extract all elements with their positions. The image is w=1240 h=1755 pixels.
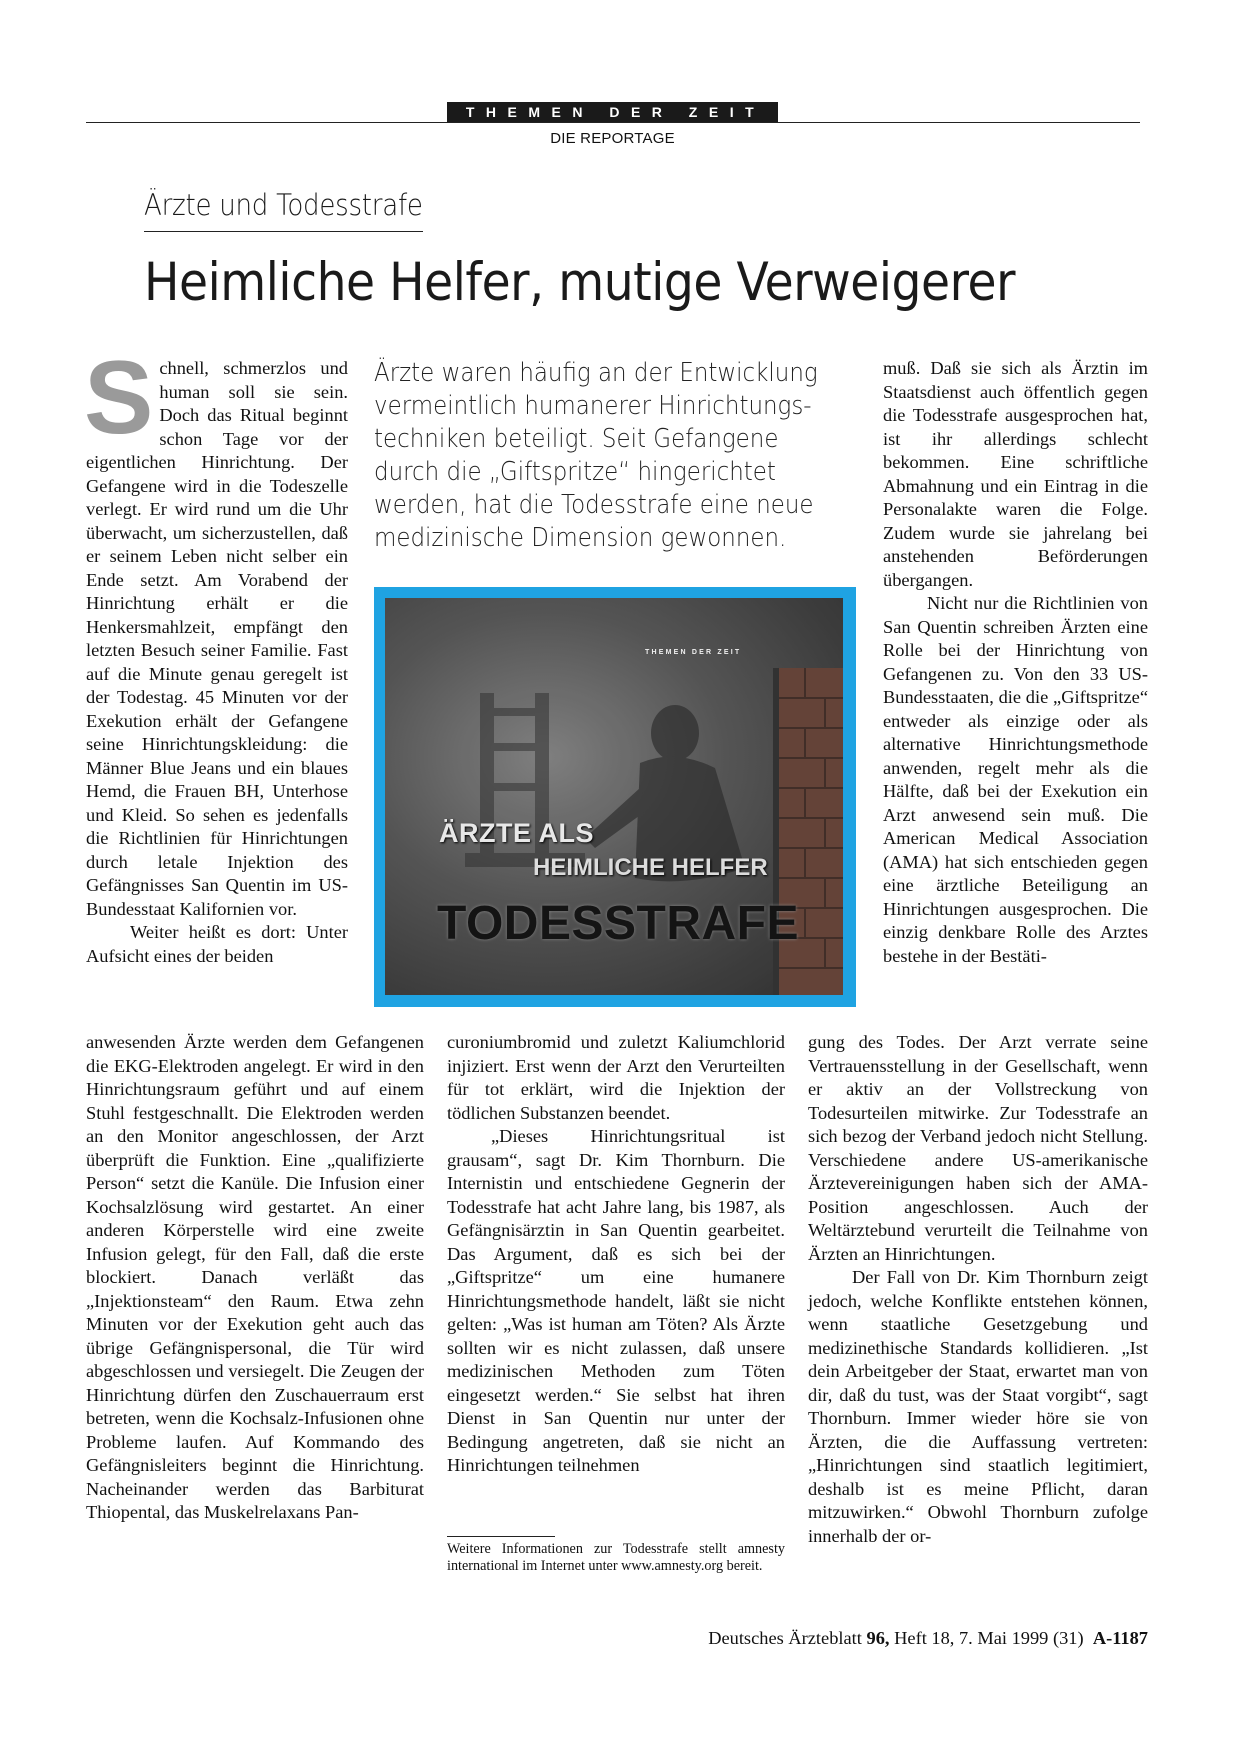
article-image-frame	[374, 587, 856, 1007]
body-column-3-lower	[808, 1031, 1148, 1548]
body-paragraph	[84, 340, 348, 921]
image-rubric: THEMEN DER ZEIT	[645, 649, 742, 656]
page-footer	[600, 1628, 1148, 1649]
lead-line: medizinische Dimension gewonnen.	[374, 523, 787, 553]
body-column-1-lower	[86, 1031, 424, 1525]
paragraph-text: chnell, schmerzlos und human soll sie sein. Doch das Ritual beginnt schon Tage vor der eigentlichen Hinrichtung. Der Gefangene wird in die Todeszelle verlegt. Er wird rund um die Uhr überwacht, um sicherzustellen, daß er seinem Leben nicht selber ein Ende setzt. Am Vorabend der Hinrichtung erhält er die Henkersmahlzeit, empfängt den letzten Besuch seiner Familie. Fast auf die Minute genau geregelt ist der Todestag. 45 Minuten vor der Exekution erhält der Gefangene seine Hinrichtungskleidung: die Männer Blue Jeans und ein blaues Hemd, die Frauen BH, Unterhose und Kleid. So sehen es jedenfalls die Richtlinien für Hinrichtungen durch letale Injektion des Gefängnisses San Quentin im US-Bundesstaat Kalifornien vor.	[86, 358, 348, 919]
body-paragraph: muß. Daß sie sich als Ärztin im Staatsdienst auch öffentlich gegen die Todesstrafe ausgesprochen hat, ist ihr allerdings schlecht bekommen. Eine schriftliche Abmahnung und ein Eintrag in die Personalakte waren die Folge. Zudem wurde sie jahrelang bei anstehenden Beförderungen übergangen.	[883, 358, 1148, 590]
header-rule	[86, 122, 1140, 123]
article-kicker: Ärzte und Todesstrafe	[144, 188, 423, 222]
footnote-rule	[447, 1536, 555, 1537]
body-paragraph: „Dieses Hinrichtungsritual ist grausam“, sagt Dr. Kim Thornburn. Die Internistin und entschiedene Gegnerin der Todesstrafe hat acht Jahre lang, bis 1987, als Gefängnisärztin in San Quentin gearbeitet. Das Argument, daß es sich bei der „Giftspritze“ um eine humanere Hinrichtungsmethode handelt, läßt sie nicht gelten: „Was ist human am Töten? Als Ärzte sollten wir es nicht zulassen, daß unsere medizinischen Methoden zum Töten eingesetzt werden.“ Sie selbst hat ihren Dienst in San Quentin nur unter der Bedingung angetreten, daß sie nicht an Hinrichtungen teilnehmen	[447, 1126, 785, 1475]
lead-line: Ärzte waren häufig an der Entwicklung	[374, 358, 818, 388]
body-column-2	[447, 1031, 785, 1478]
article-lead	[374, 357, 864, 555]
lead-line: werden, hat die Todesstrafe eine neue	[374, 490, 814, 520]
body-paragraph: Weiter heißt es dort: Unter Aufsicht eines der beiden	[86, 922, 348, 966]
lead-line: durch die „Giftspritze“ hingerichtet	[374, 457, 776, 487]
journal-issue: Heft 18, 7. Mai 1999 (31)	[894, 1628, 1084, 1648]
body-paragraph: Der Fall von Dr. Kim Thornburn zeigt jedoch, welche Konflikte entstehen können, wenn staatliche Gesetzgebung und medizinethische Standards kollidieren. „Ist dein Arbeitgeber der Staat, erwartet man von dir, daß du tust, was der Staat vorgibt“, sagt Thornburn. Immer wieder höre sie von Ärzten, die die Auffassung vertreten: „Hinrichtungen sind staatlich legitimiert, deshalb ist es meine Pflicht, daran mitzuwirken.“ Obwohl Thornburn zufolge innerhalb der or-	[808, 1267, 1148, 1546]
body-paragraph: anwesenden Ärzte werden dem Gefangenen die EKG-Elektroden angelegt. Er wird in den Hinrichtungsraum geführt und auf einem Stuhl festgeschnallt. Die Elektroden werden an den Monitor angeschlossen, der Arzt überprüft die Funktion. Eine „qualifizierte Person“ setzt die Kanüle. Die Infusion einer Kochsalzlösung wird gestartet. An einer anderen Körperstelle wird eine zweite Infusion gelegt, für den Fall, daß die erste blockiert. Danach verläßt das „Injektionsteam“ den Raum. Etwa zehn Minuten vor der Exekution geht auch das übrige Gefängnispersonal, die Tür wird abgeschlossen und versiegelt. Die Zeugen der Hinrichtung dürfen den Zuschauerraum erst betreten, wenn die Kochsalz-Infusionen ohne Probleme laufen. Auf Kommando des Gefängnisleiters beginnt die Hinrichtung. Nacheinander werden das Barbiturat Thiopental, das Muskelrelaxans Pan-	[86, 1032, 424, 1522]
page-number: A-1187	[1092, 1628, 1148, 1648]
section-label: DIE REPORTAGE	[550, 130, 675, 147]
footnote: Weitere Informationen zur Todesstrafe stellt amnesty international im Internet unter www.amnesty.org bereit.	[447, 1541, 785, 1574]
lead-line: vermeintlich humanerer Hinrichtungs-	[374, 391, 812, 421]
body-paragraph: Nicht nur die Richtlinien von San Quentin schreiben Ärzten eine Rolle bei der Hinrichtung von Gefangenen zu. Von den 33 US-Bundesstaaten, die die „Giftspritze“ entweder als einzige oder als alternative Hinrichtungsmethode anwenden, regelt mehr als die Hälfte, daß bei der Exekution ein Arzt anwesend sein muß. Die American Medical Association (AMA) hat sich entschieden gegen eine ärztliche Beteiligung an Hinrichtungen ausgesprochen. Die einzig denkbare Rolle des Arztes bestehe in der Bestäti-	[883, 593, 1148, 966]
article-image	[385, 598, 843, 995]
section-rubric: THEMEN DER ZEIT	[447, 102, 778, 122]
image-caption-line1: ÄRZTE ALS	[439, 818, 594, 848]
article-headline: Heimliche Helfer, mutige Verweigerer	[144, 252, 1016, 313]
lead-line: techniken beteiligt. Seit Gefangene	[374, 424, 779, 454]
body-paragraph: curoniumbromid und zuletzt Kaliumchlorid injiziert. Erst wenn der Arzt den Verurteilten für tot erklärt, wird die Injektion der tödlichen Substanzen beendet.	[447, 1032, 785, 1123]
body-column-1-upper	[84, 340, 348, 968]
image-caption-line2: HEIMLICHE HELFER	[533, 854, 768, 881]
body-column-3-upper	[883, 357, 1148, 968]
kicker-underline	[144, 231, 423, 232]
drop-cap: S	[84, 340, 154, 456]
image-caption-line3: TODESSTRAFE	[437, 897, 799, 950]
journal-volume: 96,	[866, 1628, 890, 1648]
body-paragraph: gung des Todes. Der Arzt verrate seine Vertrauensstellung in der Gesellschaft, wenn er aktiv an der Vollstreckung von Todesurteilen mitwirke. Zur Todesstrafe an sich bezog der Verband jedoch nicht Stellung. Verschiedene andere US-amerikanische Ärztevereinigungen haben sich der AMA-Position angeschlossen. Auch der Weltärztebund verurteilt die Teilnahme von Ärzten an Hinrichtungen.	[808, 1032, 1148, 1264]
journal-name: Deutsches Ärzteblatt	[708, 1628, 862, 1648]
